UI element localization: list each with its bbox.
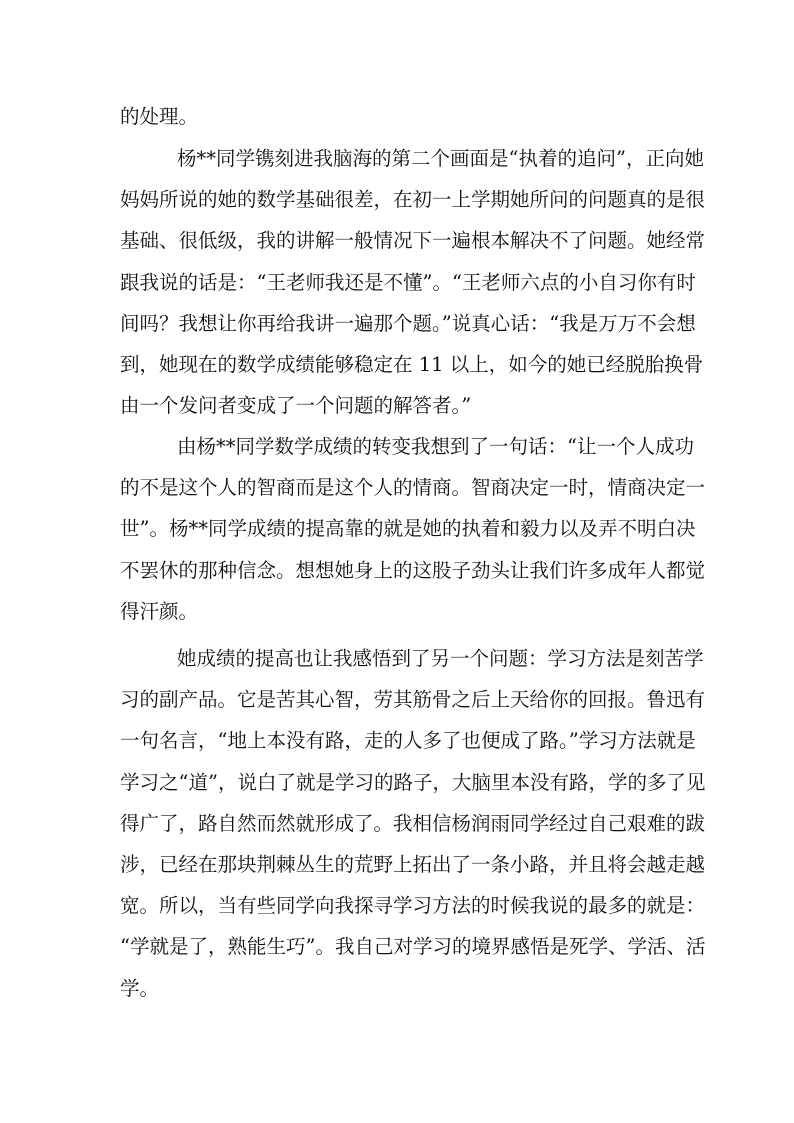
text-line: 由一个发问者变成了一个问题的解答者。” xyxy=(120,394,472,418)
text-line: 杨**同学镌刻进我脑海的第二个画面是“执着的追问”，正向她 xyxy=(177,147,704,170)
text-line: 基础、很低级，我的讲解一般情况下一遍根本解决不了问题。她经常 xyxy=(120,229,706,253)
text-line: 涉，已经在那块荆棘丛生的荒野上拓出了一条小路，并且将会越走越 xyxy=(120,853,706,877)
text-line: 世”。杨**同学成绩的提高靠的就是她的执着和毅力以及弄不明白决 xyxy=(120,517,696,541)
text-line: 妈妈所说的她的数学基础很差，在初一上学期她所问的问题真的是很 xyxy=(120,188,706,212)
paragraph-4 xyxy=(120,638,706,1009)
text-line: 跟我说的话是：“王老师我还是不懂”。“王老师六点的小自习你有时 xyxy=(120,270,696,294)
paragraph-2 xyxy=(120,138,706,426)
text-line: 间吗？我想让你再给我讲一遍那个题。”说真心话：“我是万万不会想 xyxy=(120,311,696,335)
text-line: 一句名言，“地上本没有路，走的人多了也便成了路。”学习方法就是 xyxy=(120,729,696,753)
text-line: 得广了，路自然而然就形成了。我相信杨润雨同学经过自己艰难的跋 xyxy=(120,811,706,835)
text-line: 到，她现在的数学成绩能够稳定在 11 以上，如今的她已经脱胎换骨 xyxy=(120,353,704,377)
text-line: 她成绩的提高也让我感悟到了另一个问题：学习方法是刻苦学 xyxy=(177,647,704,670)
text-line: 宽。所以，当有些同学向我探寻学习方法的时候我说的最多的就是： xyxy=(120,894,706,918)
text-line: 学习之“道”，说白了就是学习的路子，大脑里本没有路，学的多了见 xyxy=(120,770,706,794)
text-line: 学。 xyxy=(120,976,160,1000)
text-line: 由杨**同学数学成绩的转变我想到了一句话：“让一个人成功 xyxy=(177,435,694,458)
text-line: 得汗颜。 xyxy=(120,599,199,623)
text-line: 的不是这个人的智商而是这个人的情商。智商决定一时，情商决定一 xyxy=(120,476,706,500)
paragraph-1 xyxy=(120,96,675,137)
text-line: 习的副产品。它是苦其心智，劳其筋骨之后上天给你的回报。鲁迅有 xyxy=(120,688,706,712)
text-line: 的处理。 xyxy=(120,105,199,128)
text-line: 不罢休的那种信念。想想她身上的这股子劲头让我们许多成年人都觉 xyxy=(120,558,706,582)
text-line: “学就是了，熟能生巧”。我自己对学习的境界感悟是死学、学活、活 xyxy=(120,935,706,959)
paragraph-3 xyxy=(120,426,706,632)
